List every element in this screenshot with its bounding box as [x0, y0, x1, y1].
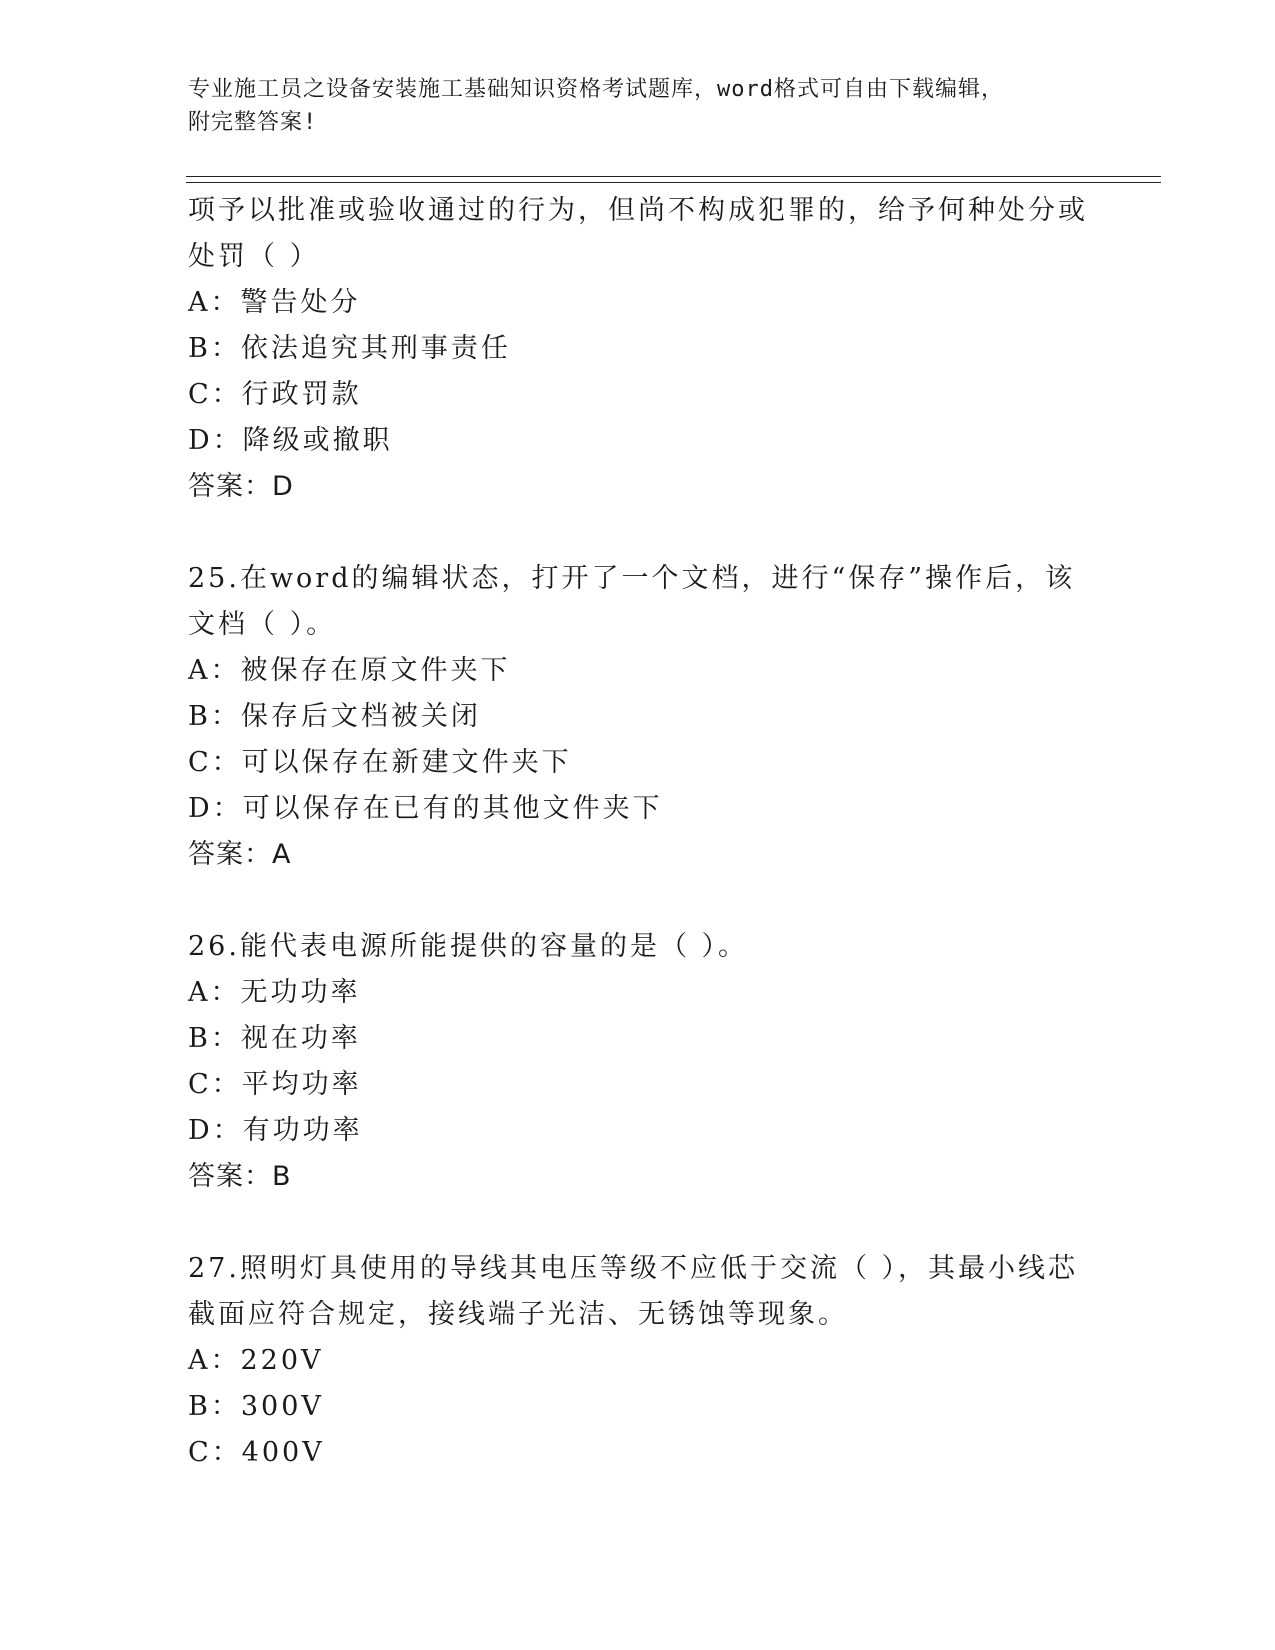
question-stem: 处罚（ ）	[188, 241, 320, 272]
header-line-1: 专业施工员之设备安装施工基础知识资格考试题库，word格式可自由下载编辑，	[188, 77, 1004, 102]
header-divider-top	[186, 176, 1161, 177]
option-b: B：300V	[188, 1391, 324, 1422]
question-stem: 截面应符合规定，接线端子光洁、无锈蚀等现象。	[188, 1299, 848, 1330]
spacer	[188, 878, 1088, 924]
answer: 答案：B	[188, 1161, 292, 1192]
answer: 答案：A	[188, 839, 292, 870]
question-25	[188, 556, 1088, 878]
option-c: C：可以保存在新建文件夹下	[188, 747, 572, 778]
question-stem: 文档（ ）。	[188, 609, 337, 640]
option-c: C：400V	[188, 1437, 325, 1468]
question-stem: 25.在word的编辑状态，打开了一个文档，进行“保存”操作后，该	[188, 563, 1076, 594]
spacer	[188, 510, 1088, 556]
question-stem: 26.能代表电源所能提供的容量的是（ ）。	[188, 931, 749, 962]
option-a: A：220V	[188, 1345, 324, 1376]
option-d: D：有功功率	[188, 1115, 363, 1146]
question-list	[188, 188, 1088, 1476]
option-b: B：保存后文档被关闭	[188, 701, 481, 732]
option-a: A：无功功率	[188, 977, 361, 1008]
option-a: A：警告处分	[188, 287, 361, 318]
header-line-2: 附完整答案!	[188, 110, 318, 135]
option-d: D：可以保存在已有的其他文件夹下	[188, 793, 663, 824]
document-header	[188, 73, 1068, 139]
question-stem: 27.照明灯具使用的导线其电压等级不应低于交流（ ），其最小线芯	[188, 1253, 1079, 1284]
answer: 答案：D	[188, 471, 294, 502]
option-b: B：视在功率	[188, 1023, 361, 1054]
option-a: A：被保存在原文件夹下	[188, 655, 511, 686]
option-c: C：平均功率	[188, 1069, 362, 1100]
question-26	[188, 924, 1088, 1200]
option-c: C：行政罚款	[188, 379, 362, 410]
header-divider-bottom	[186, 182, 1161, 183]
option-b: B：依法追究其刑事责任	[188, 333, 511, 364]
option-d: D：降级或撤职	[188, 425, 393, 456]
spacer	[188, 1200, 1088, 1246]
question-27	[188, 1246, 1088, 1476]
question-24	[188, 188, 1088, 510]
question-stem: 项予以批准或验收通过的行为，但尚不构成犯罪的，给予何种处分或	[188, 195, 1088, 226]
